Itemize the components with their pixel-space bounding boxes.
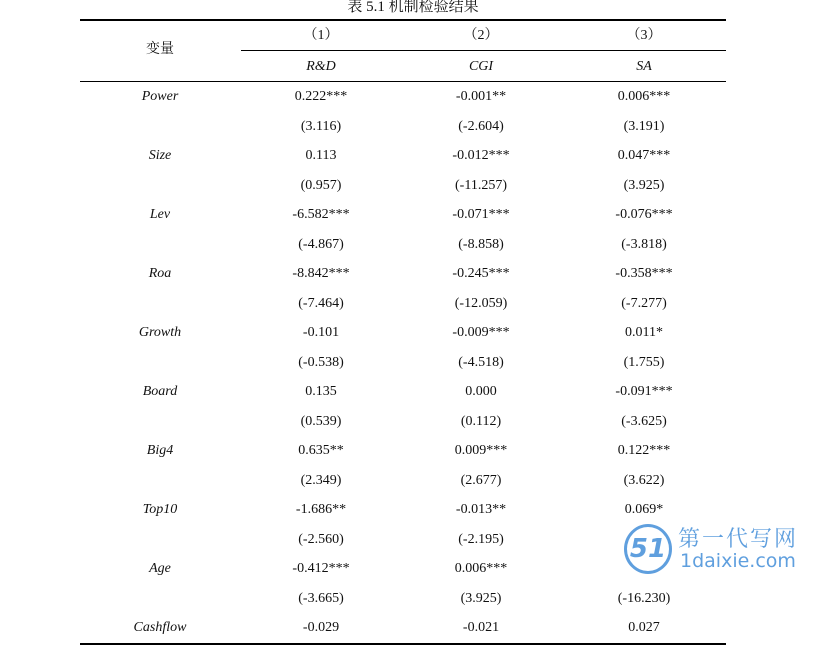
coefficient-cell: -8.842***: [292, 266, 350, 281]
coefficient-cell: 0.047***: [617, 148, 671, 163]
coefficient-cell: 0.222***: [294, 89, 348, 104]
row-variable-label: Board: [142, 384, 178, 399]
t-statistic-cell: (-2.560): [298, 532, 344, 547]
row-variable-label: Big4: [146, 443, 174, 458]
coefficient-cell: -0.101: [302, 325, 340, 340]
t-statistic-cell: (0.957): [300, 178, 342, 193]
row-variable-label: Age: [149, 561, 171, 576]
coefficient-cell: -0.001**: [455, 89, 507, 104]
t-statistic-cell: (3.622): [623, 473, 665, 488]
coefficient-cell: -0.091***: [615, 384, 673, 399]
coefficient-cell: -0.358***: [615, 266, 673, 281]
t-statistic-cell: (-7.464): [298, 296, 344, 311]
t-statistic-cell: (-0.538): [298, 355, 344, 370]
t-statistic-cell: (3.116): [300, 119, 342, 134]
coefficient-cell: [569, 559, 719, 579]
coefficient-cell: -6.582***: [292, 207, 350, 222]
variable-column-header: 变量: [146, 42, 174, 57]
coefficient-cell: -0.013**: [455, 502, 507, 517]
coefficient-cell: -0.071***: [452, 207, 510, 222]
header-mid-rule: [241, 50, 726, 51]
coefficient-cell: 0.069*: [624, 502, 664, 517]
t-statistic-cell: (3.925): [623, 178, 665, 193]
t-statistic-cell: (-3.625): [621, 414, 667, 429]
t-statistic-cell: (-11.257): [455, 178, 507, 193]
table-caption: 表 5.1 机制检验结果: [347, 0, 479, 15]
t-statistic-cell: (-12.059): [454, 296, 508, 311]
t-statistic-cell: (3.925): [460, 591, 502, 606]
coefficient-cell: 0.000: [465, 384, 497, 399]
coefficient-cell: 0.135: [305, 384, 337, 399]
row-variable-label: Roa: [148, 266, 172, 281]
watermark-cn-text: 第一代写网: [678, 527, 799, 552]
coefficient-cell: 0.113: [305, 148, 337, 163]
watermark-en-text: 1daixie.com: [680, 550, 796, 572]
t-statistic-cell: (-2.604): [458, 119, 504, 134]
col-name-3: SA: [636, 59, 652, 74]
coefficient-cell: -1.686**: [295, 502, 347, 517]
col-name-1: R&D: [306, 59, 336, 74]
coefficient-cell: -0.412***: [292, 561, 350, 576]
t-statistic-cell: (1.755): [623, 355, 665, 370]
t-statistic-cell: (-4.518): [458, 355, 504, 370]
t-statistic-cell: (-3.818): [621, 237, 667, 252]
header-bottom-rule: [80, 81, 726, 82]
coefficient-cell: 0.006***: [617, 89, 671, 104]
watermark-logo: 51: [624, 524, 672, 574]
row-variable-label: Cashflow: [133, 620, 187, 635]
top-rule: [80, 19, 726, 21]
row-variable-label: Size: [148, 148, 172, 163]
t-statistic-cell: (-16.230): [617, 591, 671, 606]
t-statistic-cell: (-3.665): [298, 591, 344, 606]
col-number-2: （2）: [463, 28, 499, 43]
t-statistic-cell: (3.191): [623, 119, 665, 134]
row-variable-label: Power: [141, 89, 179, 104]
row-variable-label: Lev: [149, 207, 171, 222]
col-name-2: CGI: [468, 59, 494, 74]
t-statistic-cell: [569, 530, 719, 550]
t-statistic-cell: (-8.858): [458, 237, 504, 252]
t-statistic-cell: (0.112): [460, 414, 502, 429]
t-statistic-cell: (-2.195): [458, 532, 504, 547]
coefficient-cell: -0.029: [302, 620, 340, 635]
bottom-rule: [80, 643, 726, 645]
col-number-1: （1）: [303, 28, 339, 43]
t-statistic-cell: (2.349): [300, 473, 342, 488]
t-statistic-cell: (-7.277): [621, 296, 667, 311]
coefficient-cell: 0.635**: [298, 443, 344, 458]
coefficient-cell: 0.122***: [617, 443, 671, 458]
coefficient-cell: -0.021: [462, 620, 500, 635]
coefficient-cell: 0.009***: [454, 443, 508, 458]
coefficient-cell: 0.006***: [454, 561, 508, 576]
coefficient-cell: -0.076***: [615, 207, 673, 222]
coefficient-cell: 0.011*: [625, 325, 663, 340]
col-number-3: （3）: [626, 28, 662, 43]
coefficient-cell: -0.245***: [452, 266, 510, 281]
t-statistic-cell: (0.539): [300, 414, 342, 429]
coefficient-cell: 0.027: [628, 620, 660, 635]
t-statistic-cell: (2.677): [460, 473, 502, 488]
coefficient-cell: -0.012***: [452, 148, 510, 163]
row-variable-label: Top10: [142, 502, 178, 517]
t-statistic-cell: (-4.867): [298, 237, 344, 252]
row-variable-label: Growth: [138, 325, 182, 340]
coefficient-cell: -0.009***: [452, 325, 510, 340]
